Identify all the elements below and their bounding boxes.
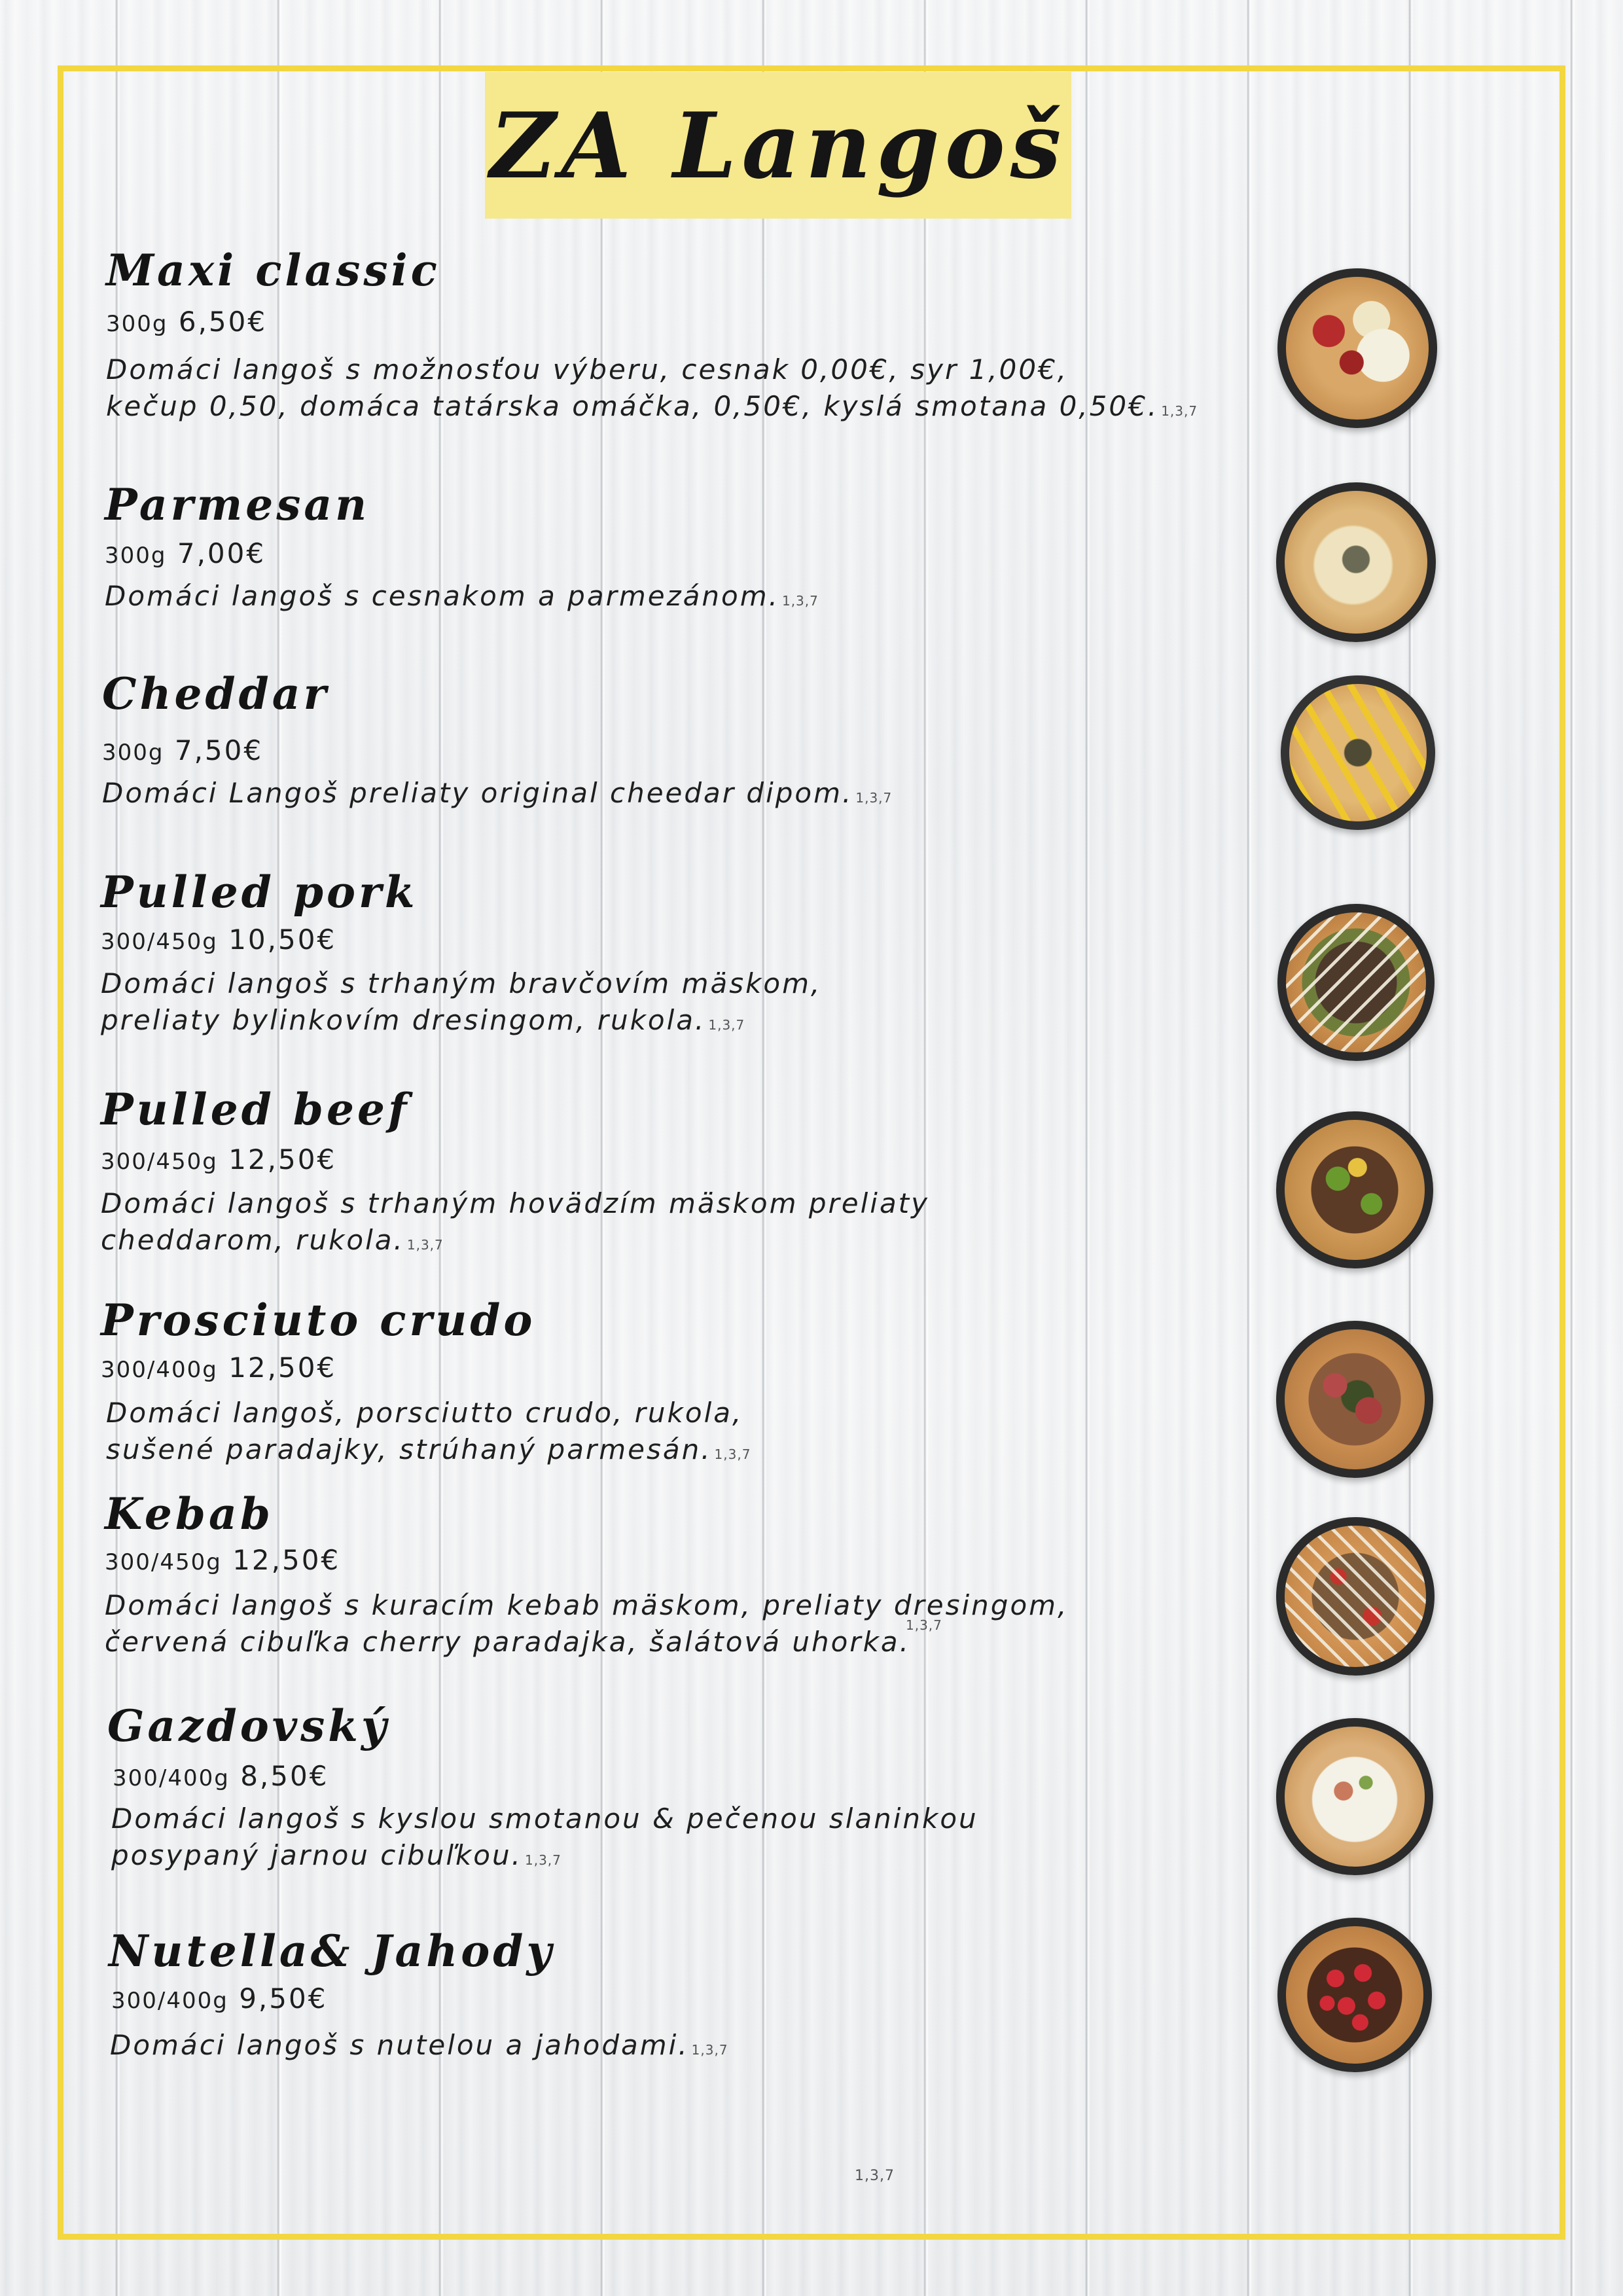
gazdovsky-photo [1276, 1718, 1433, 1875]
description-line: cheddarom, rukola. 1,3,7 [101, 1224, 444, 1256]
item-weight: 300/450g [101, 929, 218, 955]
description-line: sušené paradajky, strúhaný parmesán. 1,3,7 [106, 1433, 751, 1465]
prosciuto-crudo-photo [1276, 1321, 1433, 1478]
description-line: Domáci langoš s kyslou smotanou & pečenou slaninkou [111, 1803, 978, 1835]
item-description [111, 1801, 978, 1878]
allergen-codes: 1,3,7 [714, 1446, 751, 1462]
item-price: 7,00€ [177, 537, 266, 569]
item-price: 7,50€ [174, 734, 264, 766]
pulled-pork-photo [1277, 904, 1435, 1061]
item-price-line [101, 1141, 929, 1180]
description-line: Domáci langoš s možnosťou výberu, cesnak 0,00€, syr 1,00€, [106, 353, 1069, 386]
allergen-codes: 1,3,7 [708, 1017, 745, 1033]
item-name: Prosciuto crudo [101, 1295, 536, 1346]
item-name: Pulled beef [101, 1084, 410, 1135]
parmesan-photo [1276, 482, 1436, 642]
item-weight: 300g [106, 311, 168, 337]
item-price-line [101, 1350, 751, 1388]
menu-item [109, 1922, 728, 2068]
menu-item [102, 664, 892, 816]
cheddar-photo [1281, 675, 1435, 830]
description-line: kečup 0,50, domáca tatárska omáčka, 0,50€, kyslá smotana 0,50€. 1,3,7 [106, 390, 1198, 422]
pulled-beef-photo [1276, 1111, 1433, 1268]
menu-item [106, 241, 1198, 429]
allergen-codes: 1,3,7 [855, 790, 893, 806]
item-name: Pulled pork [101, 867, 418, 918]
footer-allergen-codes: 1,3,7 [855, 2168, 895, 2184]
menu-item [101, 863, 821, 1043]
description-line: Domáci langoš s nutelou a jahodami. 1,3,7 [110, 2029, 728, 2061]
item-description [105, 578, 819, 619]
description-line: Domáci langoš s cesnakom a parmezánom. 1,3,7 [105, 580, 819, 612]
item-description [106, 351, 1198, 429]
allergen-codes: 1,3,7 [691, 2042, 728, 2058]
description-line: Domáci langoš, porsciutto crudo, rukola, [106, 1397, 743, 1429]
item-description [101, 965, 821, 1043]
item-weight: 300/400g [111, 1988, 228, 2014]
allergen-codes: 1,3,7 [781, 593, 819, 609]
item-name: Kebab [105, 1488, 274, 1539]
item-name: Cheddar [102, 668, 330, 719]
description-line: Domáci langoš s kuracím kebab mäskom, preliaty dresingom, [105, 1589, 1069, 1621]
description-line: posypaný jarnou cibuľkou. 1,3,7 [111, 1839, 562, 1871]
item-price: 12,50€ [228, 1352, 337, 1384]
item-name: Nutella& Jahody [109, 1926, 555, 1977]
item-weight: 300g [105, 543, 167, 569]
item-description [110, 2027, 728, 2068]
item-price-line [105, 535, 819, 574]
item-price: 9,50€ [239, 1982, 328, 2015]
item-price-line [102, 732, 892, 771]
item-price: 6,50€ [178, 306, 268, 338]
description-line: preliaty bylinkovím dresingom, rukola. 1,3,7 [101, 1004, 745, 1036]
item-description [105, 1587, 1068, 1660]
item-price-line [113, 1758, 978, 1797]
item-price: 10,50€ [228, 924, 337, 956]
menu-item [101, 1291, 751, 1473]
item-price-line [105, 1542, 1068, 1581]
item-weight: 300/450g [101, 1149, 218, 1175]
description-line: Domáci Langoš preliaty original cheedar dipom. 1,3,7 [102, 777, 893, 809]
item-name: Maxi classic [106, 245, 440, 296]
item-weight: 300/400g [101, 1357, 218, 1383]
description-line: Domáci langoš s trhaným bravčovím mäskom, [101, 967, 822, 999]
allergen-codes: 1,3,7 [524, 1852, 562, 1868]
title-band [485, 72, 1071, 219]
menu-item [107, 1696, 978, 1878]
item-weight: 300g [102, 740, 164, 766]
item-price: 12,50€ [228, 1143, 337, 1175]
item-price: 8,50€ [240, 1760, 329, 1792]
allergen-codes: 1,3,7 [406, 1237, 444, 1253]
item-description [102, 775, 892, 816]
description-line: Domáci langoš s trhaným hovädzím mäskom preliaty [101, 1187, 930, 1219]
item-weight: 300/400g [113, 1765, 230, 1791]
kebab-photo [1276, 1517, 1435, 1676]
nutella-jahody-photo [1277, 1918, 1432, 2072]
item-weight: 300/450g [105, 1549, 222, 1575]
menu-item [105, 1484, 1068, 1660]
allergen-codes: 1,3,7 [1161, 403, 1198, 419]
allergen-codes: 1,3,7 [906, 1617, 942, 1633]
item-name: Gazdovský [107, 1700, 390, 1751]
maxi-classic-photo [1277, 268, 1437, 428]
menu-item [105, 475, 819, 619]
item-price-line [111, 1981, 728, 2019]
item-price-line [106, 304, 1198, 342]
item-price: 12,50€ [232, 1544, 341, 1576]
description-line: červená cibuľka cherry paradajka, šalátová uhorka. [105, 1626, 910, 1658]
item-price-line [101, 922, 821, 960]
item-name: Parmesan [105, 479, 370, 530]
menu-item [101, 1080, 929, 1263]
menu-title: ZA Langoš [490, 92, 1067, 199]
item-description [106, 1395, 751, 1473]
item-description [101, 1185, 929, 1263]
